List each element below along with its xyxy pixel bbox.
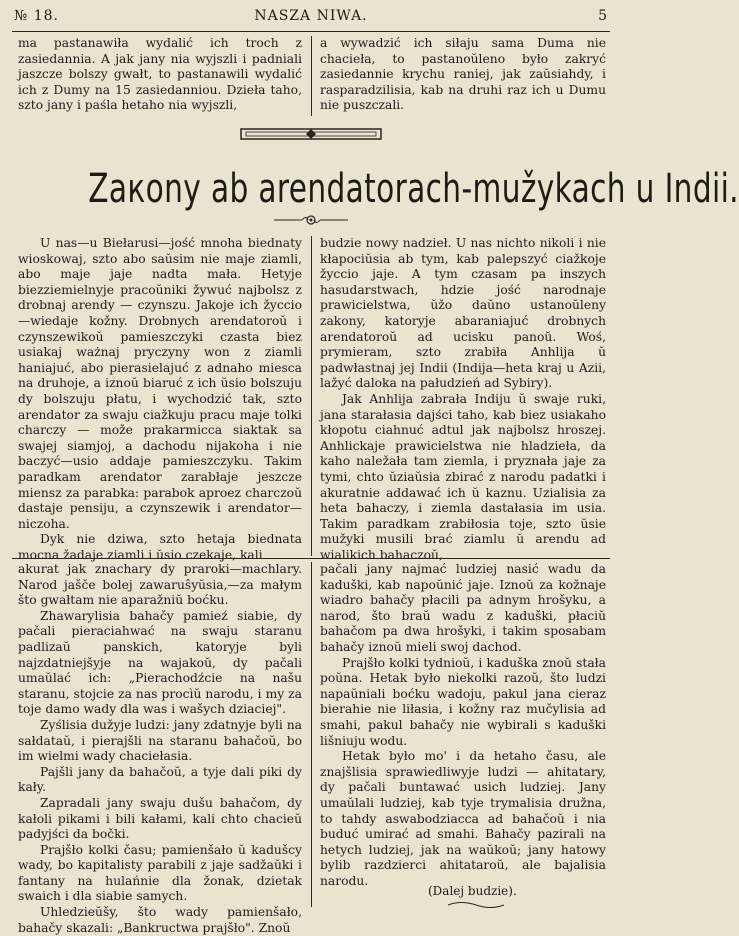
paragraph: Prajšło kolki času; pamienšało ŭ kadušcy wady, bo kapitalisty parabili z jaje sadžaŭki i fantany na hulańnie dla žonak, dzietak swaich i dla siabie samych. <box>18 842 302 904</box>
paragraph: Zyślisia dužyje ludzi: jany zdatnyje byli na sałdataŭ, i pierajšli na staranu bahačoŭ, bo im wielmi wady chaciełasia. <box>18 717 302 764</box>
article-left-column <box>18 236 302 563</box>
bottom-right-column <box>320 562 606 889</box>
column-divider <box>311 36 312 116</box>
header-rule <box>12 31 610 32</box>
paragraph: Prajšło kolki tydnioŭ, i kaduška znoŭ stała poŭna. Hetak było niekolki razoŭ, što ludzi napaŭniali boćku wadoju, pakul jana cieraz bierahie nie liłasia, i kožny raz mučylisia ad smahi, pakul bahačy nie wybirali s kaduški lišniuju wodu. <box>320 655 606 748</box>
section-rule <box>12 558 610 559</box>
paragraph: Jak Anhlija zabrała Indiju ŭ swaje ruki, jana starałasia dajści taho, kab biez usiakaho kłopotu ciahnuć adtul jak najbolsz hroszej. Anhlickaje prawicielstwa nie hladzieła, da kaho naležała tam ziemla, i pryznała jaje za tymi, chto ŭziaŭsia zbirać z narodu padatki i akuratnie addawać ich ŭ kaznu. Uzialisia za heta bahaczy, i ziemla dastałasia im usia. Takim paradkam zrabiłosia toje, szto ŭsie mužyki musili brać ziamlu ŭ arendu ad wialikich bahaczoŭ, <box>320 391 606 562</box>
top-right-column <box>320 36 606 114</box>
ornament-end-icon <box>446 900 506 910</box>
article-right-column <box>320 236 606 563</box>
top-left-column <box>18 36 302 114</box>
top-left-paragraph: ma pastanawiła wydalić ich troch z zasiedannia. A jak jany nia wyjszli i padniali jaszcze bolszy gwałt, to pastanawili wydalić ich z Dumy na 15 zasiedanniou. Dzieła taho, szto jany i paśla hetaho nia wyjszli, <box>18 36 302 113</box>
top-right-paragraph: a wywadzić ich siłaju sama Duma nie chacieła, to pastanoŭleno było zakryć zasiedannie krychu raniej, jak zaŭsiahdy, i rasparadzilisia, kab na druhi raz ich u Dumu nie puszczali. <box>320 36 606 113</box>
page-number: 5 <box>598 8 608 24</box>
continuation-note: (Dalej budzie). <box>428 884 517 898</box>
ornament-top-icon <box>240 124 382 144</box>
paragraph: Zhawarylisia bahačy pamieź siabie, dy pačali pieraciahwać na swaju staranu padlizaŭ panskich, katoryje byli najzdatniejšyje na wajakoŭ, dy pačali umaŭlać ich: „Pierachodźcie na našu staranu, stojcie za nas procìŭ narodu, i my za toje damo wady dla was i wašych dziaciej". <box>18 608 302 717</box>
paragraph: Uhledzieŭšy, što wady pamienšało, bahačy skazali: „Bankructwa prajšło". Znoŭ <box>18 905 302 935</box>
page-header <box>14 8 608 28</box>
paragraph: Zapradali jany swaju dušu bahačom, dy kałoli pikami i bili kałami, kali chto chacieŭ padyjści da bočki. <box>18 795 302 842</box>
column-divider <box>311 562 312 907</box>
bottom-left-column <box>18 562 302 936</box>
article-title: Zaкony ab arendatorach-mužykach u Indii. <box>88 166 739 212</box>
column-divider <box>311 236 312 556</box>
masthead: NASZA NIWA. <box>254 8 368 24</box>
paragraph: Hetak było mo' i da hetaho času, ale znajšlisia sprawiedliwyje ludzi — ahitatary, dy pačali buntawać usich ludziej. Jany umaŭlali ludziej, kab tyje trymalisia družna, to tahdy aswabodziacca ad bahačoŭ i nia buduć umirać ad smahi. Bahačy pazirali na hetych ludziej, jak na waŭkoŭ; jany hatowy bylib razdzierci ahitataroŭ, ale bajalisia narodu. <box>320 749 606 888</box>
paragraph: Dyk nie dziwa, szto hetaja biednata mocna žadaje ziamli i ŭsio czekaje, kali <box>18 532 302 562</box>
paragraph: Pajšli jany da bahačoŭ, a tyje dali piki dy kały. <box>18 764 302 795</box>
paragraph: akurat jak znachary dy praroki—machlary. Narod jašče bolej zawaruŝyŭsia,—za małym što gwałtam nie aparažniŭ boćku. <box>18 562 302 608</box>
paragraph: pačali jany najmać ludziej nasić wadu da kaduški, kab napoŭnić jaje. Iznoŭ za kožnaje wiadro bahačy płacili pa adnym hrošyku, a narod, što braŭ wadu z kaduški, płaciŭ bahačom pa dwa hrošyki, i takim sposabam bahačy iznoŭ mieli swoj dachod. <box>320 562 606 654</box>
issue-number: № 18. <box>14 8 59 24</box>
paragraph: budzie nowy nadzieł. U nas nichto nikoli i nie kłapociŭsia ab tym, kab palepszyć ciažkoje žyccio jaje. A tym czasam pa inszych hasudarstwach, hdzie jość narodnaje prawicielstwa, ŭžo daŭno ustanoŭleny zakony, katoryje abaraniajuć drobnych arendatoroŭ ad ucisku panoŭ. Woś, prymieram, szto zrabiła Anhlija ŭ padwłastnaj jej Indii (Indija—heta kraj u Azii, lažyć daloka na pałudzień ad Sybiry). <box>320 236 606 391</box>
paragraph: U nas—u Biełarusi—jość mnoha biednaty wioskowaj, szto abo saŭsim nie maje ziamli, abo maje jaje nadta mała. Hetyje biezziemielnyje pracoŭniki žywuć najbolsz z drobnaj arendy — czynszu. Jakoje ich žyccio—wiedaje kožny. Drobnych arendatoroŭ i czynszewikoŭ pamieszczyki czasta biez usiakaj ważnaj pryczyny won z ziamli haniajuć, abo pierasielajuć z adnaho miesca na druhoje, a iznoŭ biaruć z ich ŭsio bolszuju dy bolszuju płatu, i wychodzić tak, szto arendator za swaju ciažkuju pracu maje tolki charczy — može prakarmicca siaktak sa swajej siamjoj, a dachodu nijakoha i nie baczyć—usio addaje pamieszczyku. Takim paradkam arendator zarabłaje jeszcze miensz za parabka: parabok aproez charczoŭ dastaje pensiju, a czynszewik i arendator—niczoha. <box>18 236 302 531</box>
ornament-title-icon <box>272 213 350 227</box>
